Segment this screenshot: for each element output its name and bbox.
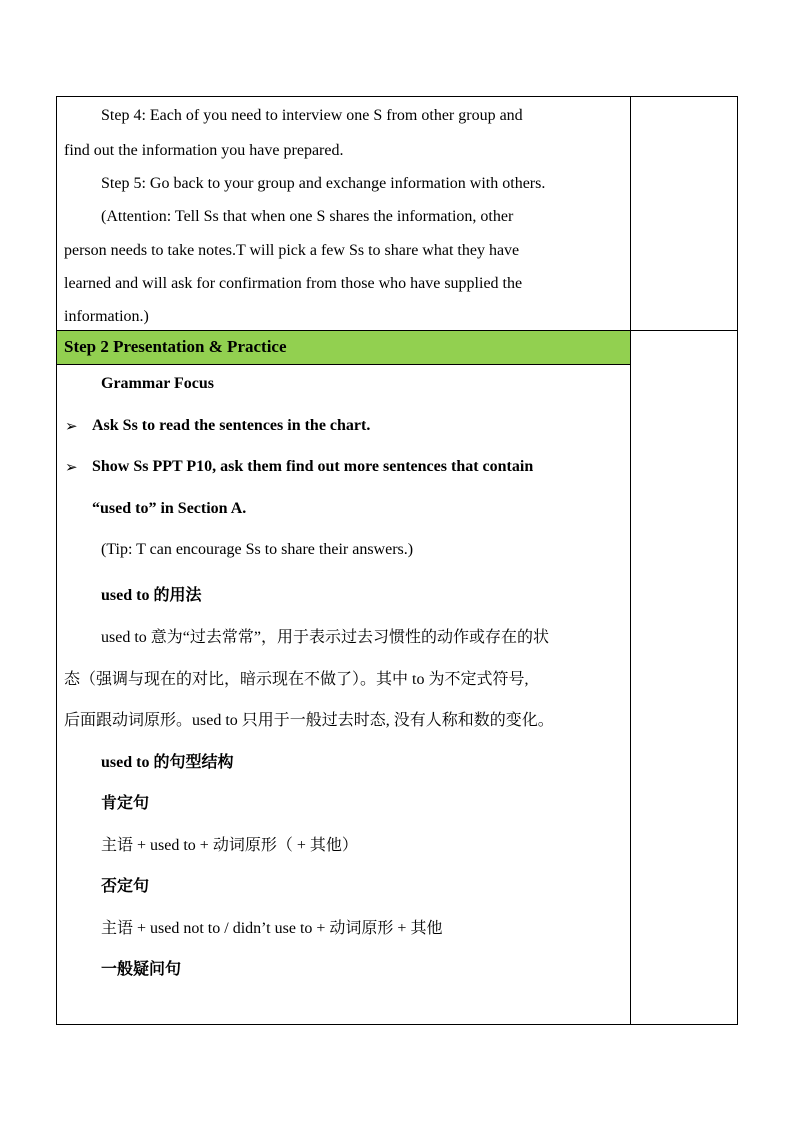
table-border-bottom [56, 1024, 738, 1025]
step-line: person needs to take notes.T will pick a few Ss to share what they have [64, 242, 520, 259]
usage-title: used to 的用法 [101, 587, 202, 604]
usage-line: used to 意为“过去常常”，用于表示过去习惯性的动作或存在的状 [101, 629, 549, 646]
step-line: learned and will ask for confirmation from those who have supplied the [64, 275, 523, 292]
section-header [57, 331, 630, 364]
question-title: 一般疑问句 [101, 961, 182, 978]
grammar-title: Grammar Focus [101, 375, 215, 392]
lesson-table [56, 96, 738, 1025]
negative-pattern: 主语 + used not to / didn’t use to + 动词原形 + 其他 [101, 920, 443, 937]
bullet-item: Show Ss PPT P10, ask them find out more sentences that contain [92, 458, 534, 475]
usage-line: 后面跟动词原形。used to 只用于一般过去时态, 没有人称和数的变化。 [64, 712, 554, 729]
step-line: (Attention: Tell Ss that when one S shares the information, other [101, 208, 514, 225]
grammar-cell [57, 365, 630, 1024]
arrow-bullet-icon: ➢ [65, 419, 78, 435]
structure-title: used to 的句型结构 [101, 754, 234, 771]
table-column-divider [630, 96, 631, 1025]
tip-text: (Tip: T can encourage Ss to share their answers.) [101, 541, 414, 558]
usage-line: 态（强调与现在的对比，暗示现在不做了）。其中 to 为不定式符号, [64, 671, 529, 688]
affirmative-title: 肯定句 [101, 795, 150, 812]
step-line: find out the information you have prepared. [64, 142, 344, 159]
affirmative-pattern: 主语 + used to + 动词原形（ + 其他） [101, 837, 358, 854]
steps-cell [57, 97, 630, 330]
bullet-item-continued: “used to” in Section A. [92, 500, 247, 517]
negative-title: 否定句 [101, 878, 150, 895]
bullet-item: Ask Ss to read the sentences in the chart. [92, 417, 371, 434]
arrow-bullet-icon: ➢ [65, 460, 78, 476]
section-header-title: Step 2 Presentation & Practice [64, 337, 287, 356]
table-border-right [737, 96, 738, 1025]
step-line: information.) [64, 308, 149, 325]
step-line: Step 4: Each of you need to interview one S from other group and [101, 107, 523, 124]
step-line: Step 5: Go back to your group and exchange information with others. [101, 175, 546, 192]
